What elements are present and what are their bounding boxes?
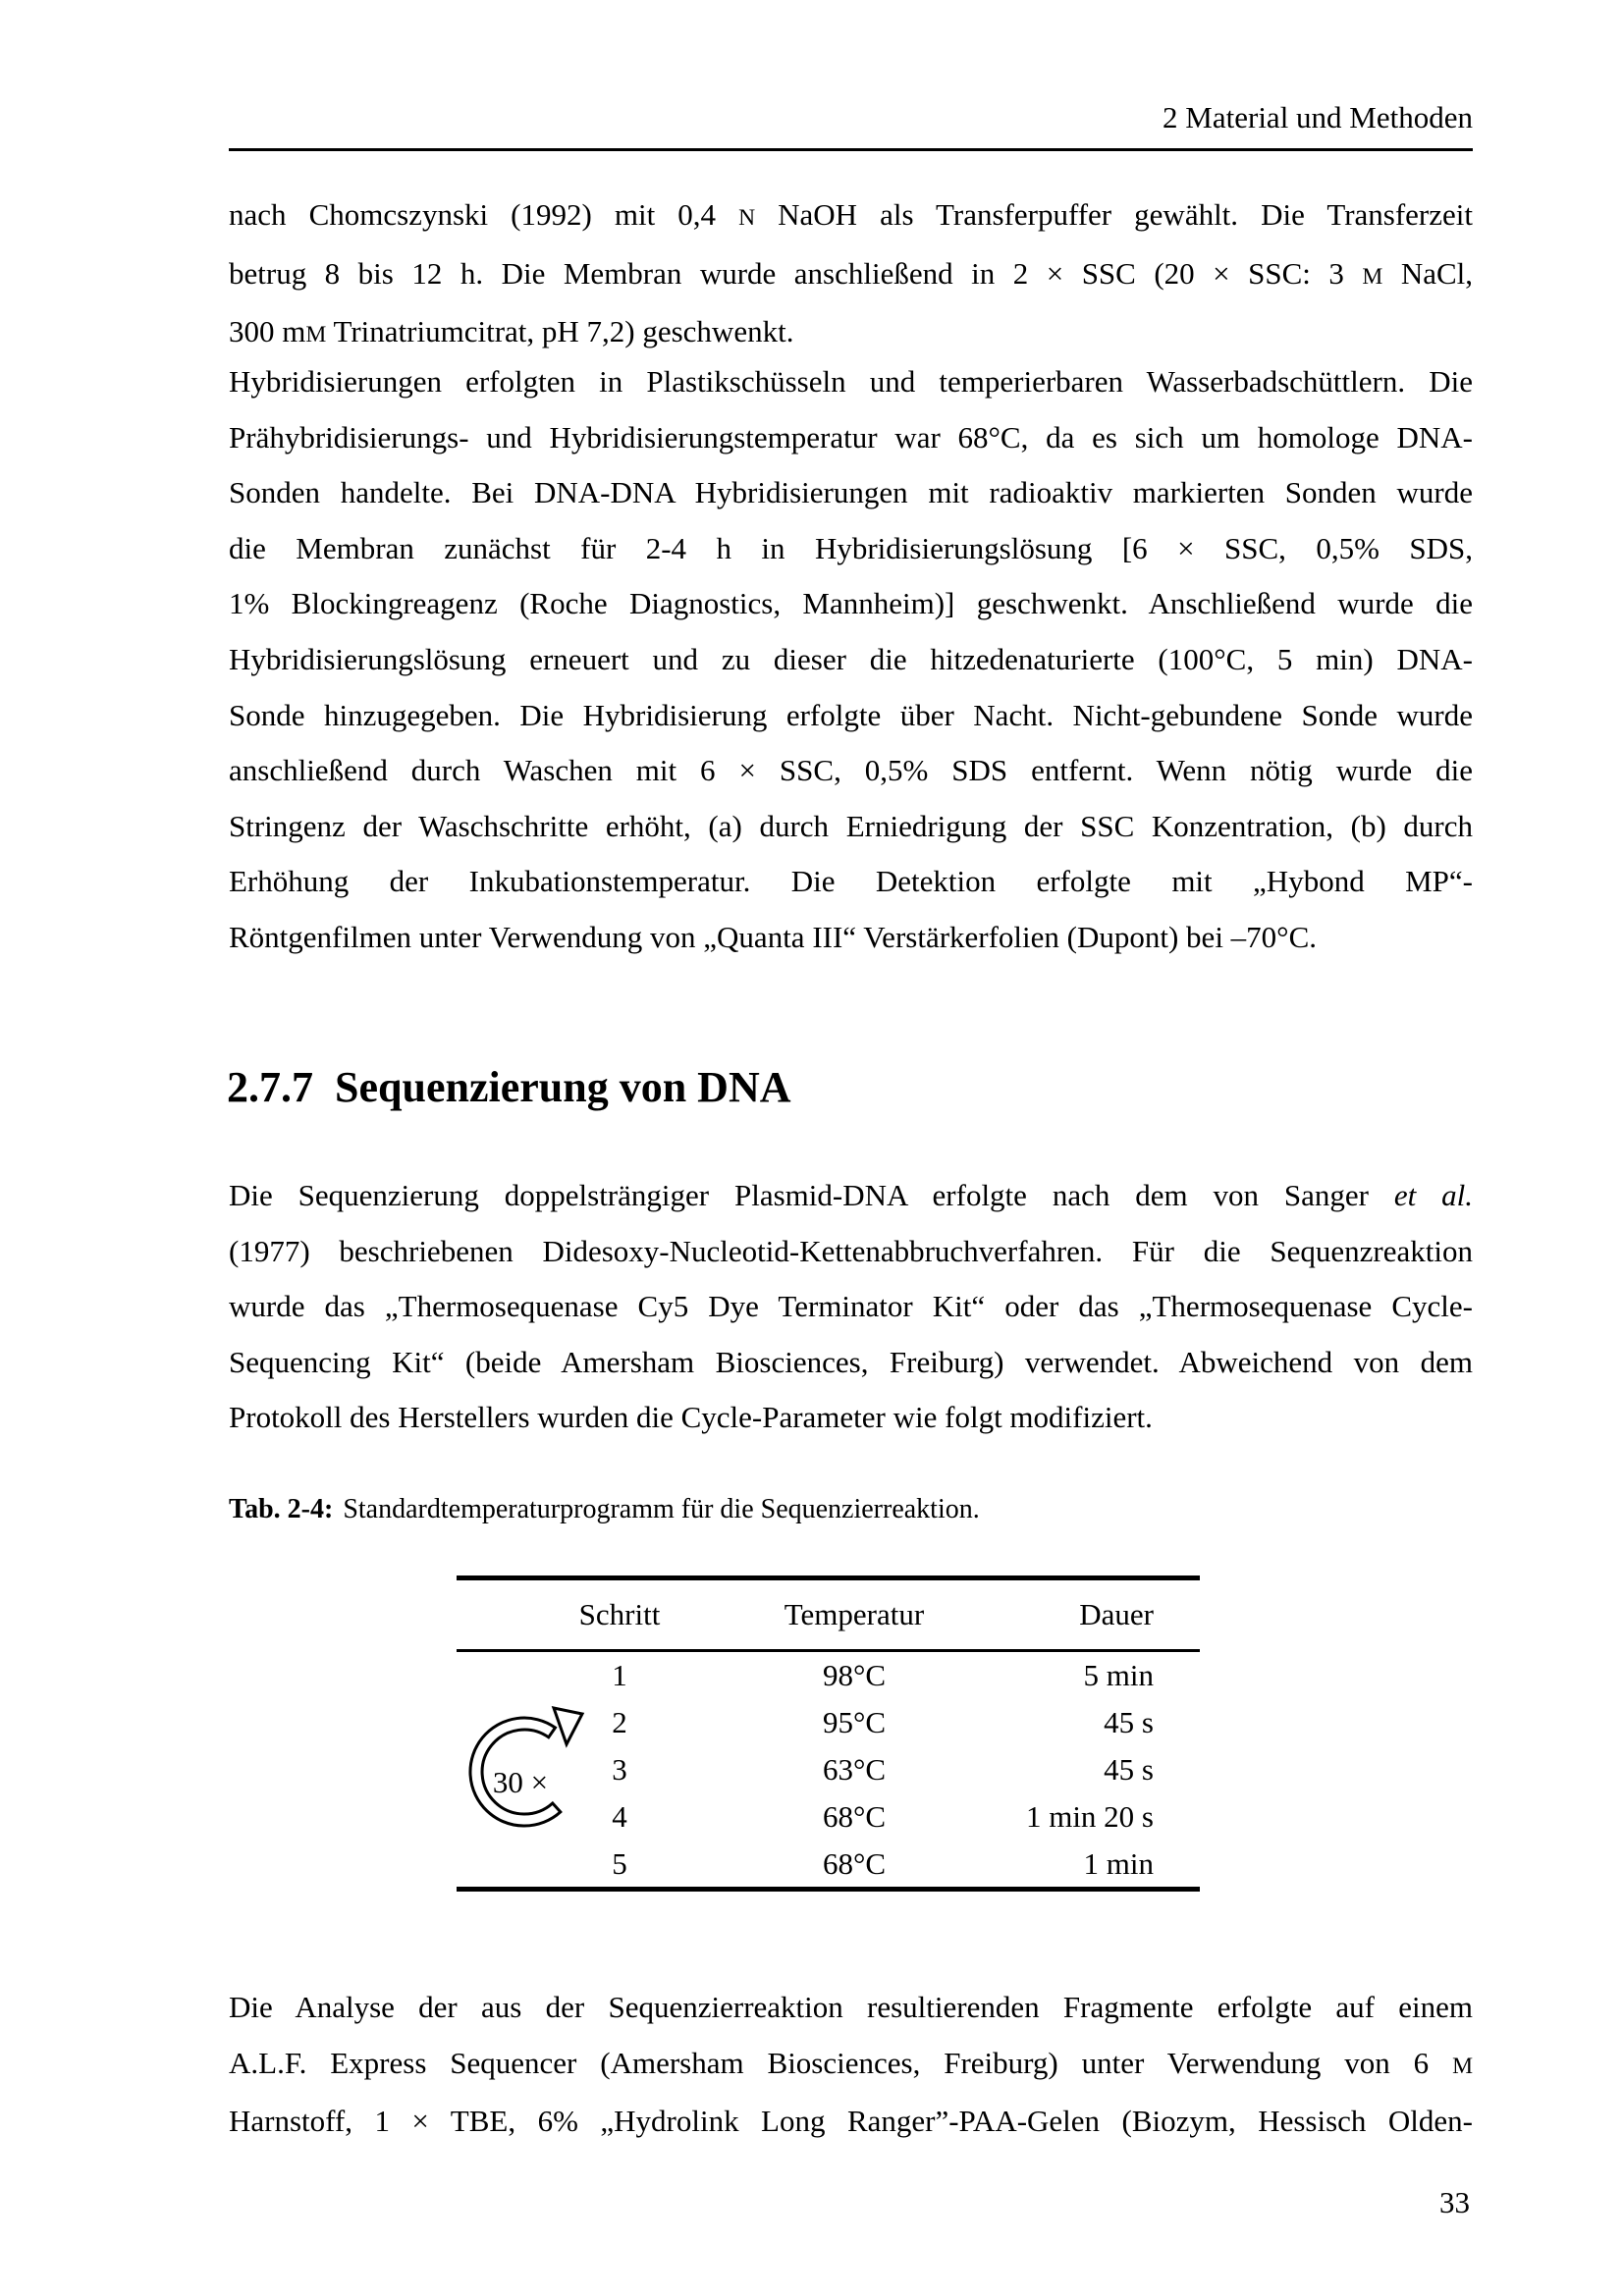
column-header-dauer: Dauer (1079, 1597, 1154, 1631)
cell-temperatur: 68°C (822, 1799, 887, 1834)
cell-schritt: 5 (612, 1846, 627, 1881)
section-heading (227, 1062, 791, 1113)
text-line: nach Chomcszynski (1992) mit 0,4 N NaOH als Transferpuffer gewählt. Die Transferzeit (229, 197, 1473, 232)
cycle-count-label: 30 × (492, 1765, 549, 1799)
cell-dauer: 45 s (1104, 1752, 1154, 1787)
cell-schritt: 2 (612, 1705, 627, 1739)
text-line: Stringenz der Waschschritte erhöht, (a) durch Erniedrigung der SSC Konzentration, (b) durch (229, 808, 1473, 843)
table-caption (229, 1490, 980, 1529)
text-line: die Membran zunächst für 2-4 h in Hybridisierungslösung [6 × SSC, 0,5% SDS, (229, 530, 1473, 565)
text-line: Protokoll des Herstellers wurden die Cycle-Parameter wie folgt modifiziert. (229, 1400, 1153, 1435)
text-line: 300 mM Trinatriumcitrat, pH 7,2) geschwenkt. (229, 314, 794, 349)
text-line: Hybridisierungslösung erneuert und zu dieser die hitzedenaturierte (100°C, 5 min) DNA- (229, 641, 1473, 676)
section-title: Sequenzierung von DNA (335, 1063, 791, 1111)
text-line: wurde das „Thermosequenase Cy5 Dye Terminator Kit“ oder das „Thermosequenase Cycle- (229, 1289, 1473, 1324)
cell-dauer: 5 min (1083, 1658, 1154, 1692)
text-line: A.L.F. Express Sequencer (Amersham Biosciences, Freiburg) unter Verwendung von 6 M (229, 2045, 1473, 2080)
cell-schritt: 1 (612, 1658, 627, 1692)
text-line: Erhöhung der Inkubationstemperatur. Die Detektion erfolgte mit „Hybond MP“- (229, 864, 1473, 899)
text-line: Röntgenfilmen unter Verwendung von „Quanta III“ Verstärkerfolien (Dupont) bei –70°C. (229, 919, 1318, 954)
text-line: Sonde hinzugegeben. Die Hybridisierung erfolgte über Nacht. Nicht-gebundene Sonde wurde (229, 697, 1473, 732)
column-header-schritt: Schritt (578, 1597, 661, 1631)
section-number: 2.7.7 (227, 1063, 313, 1111)
paragraph-sequenzierung (229, 1168, 1473, 1446)
cell-dauer: 45 s (1104, 1705, 1154, 1739)
text-line: Sequencing Kit“ (beide Amersham Biosciences, Freiburg) verwendet. Abweichend von dem (229, 1344, 1473, 1379)
text-line: Harnstoff, 1 × TBE, 6% „Hydrolink Long Ranger”-PAA-Gelen (Biozym, Hessisch Olden- (229, 2104, 1473, 2139)
cell-dauer: 1 min (1083, 1846, 1154, 1881)
table-rule-bottom (457, 1887, 1200, 1892)
cell-schritt: 4 (612, 1799, 627, 1834)
text-line: Sonden handelte. Bei DNA-DNA Hybridisierungen mit radioaktiv markierten Sonden wurde (229, 475, 1473, 510)
text-line: (1977) beschriebenen Didesoxy-Nucleotid-Kettenabbruchverfahren. Für die Sequenzreaktion (229, 1233, 1473, 1268)
page-number: 33 (1439, 2185, 1470, 2219)
text-line: 1% Blockingreagenz (Roche Diagnostics, Mannheim)] geschwenkt. Anschließend wurde die (229, 586, 1473, 621)
table-caption-text: Standardtemperaturprogramm für die Sequenzierreaktion. (343, 1494, 980, 1524)
paragraph-analyse (229, 1980, 1473, 2150)
cell-temperatur: 95°C (822, 1705, 887, 1739)
text-line: anschließend durch Waschen mit 6 × SSC, 0,5% SDS entfernt. Wenn nötig wurde die (229, 753, 1473, 788)
text-line: betrug 8 bis 12 h. Die Membran wurde anschließend in 2 × SSC (20 × SSC: 3 M NaCl, (229, 255, 1474, 291)
running-header-title: 2 Material und Methoden (1163, 100, 1473, 134)
column-header-temperatur: Temperatur (784, 1597, 925, 1631)
table-row (457, 1841, 1200, 1888)
paragraph-transfer (229, 187, 1473, 363)
cell-temperatur: 68°C (822, 1846, 887, 1881)
cell-temperatur: 63°C (822, 1752, 887, 1787)
cell-dauer: 1 min 20 s (1025, 1799, 1154, 1834)
cell-schritt: 3 (612, 1752, 627, 1787)
paragraph-hybridisierung (229, 354, 1473, 966)
text-line: Die Analyse der aus der Sequenzierreaktion resultierenden Fragmente erfolgte auf einem (229, 1990, 1473, 2024)
cell-temperatur: 98°C (822, 1658, 887, 1692)
text-line: Hybridisierungen erfolgten in Plastikschüsseln und temperierbaren Wasserbadschüttlern. Die (229, 364, 1473, 399)
text-line: Die Sequenzierung doppelsträngiger Plasmid-DNA erfolgte nach dem von Sanger et al. (229, 1178, 1473, 1212)
table-caption-label: Tab. 2-4: (229, 1494, 334, 1524)
table-header-row (457, 1580, 1200, 1649)
text-line: Prähybridisierungs- und Hybridisierungstemperatur war 68°C, da es sich um homologe DNA- (229, 419, 1473, 454)
header-rule (229, 148, 1473, 151)
